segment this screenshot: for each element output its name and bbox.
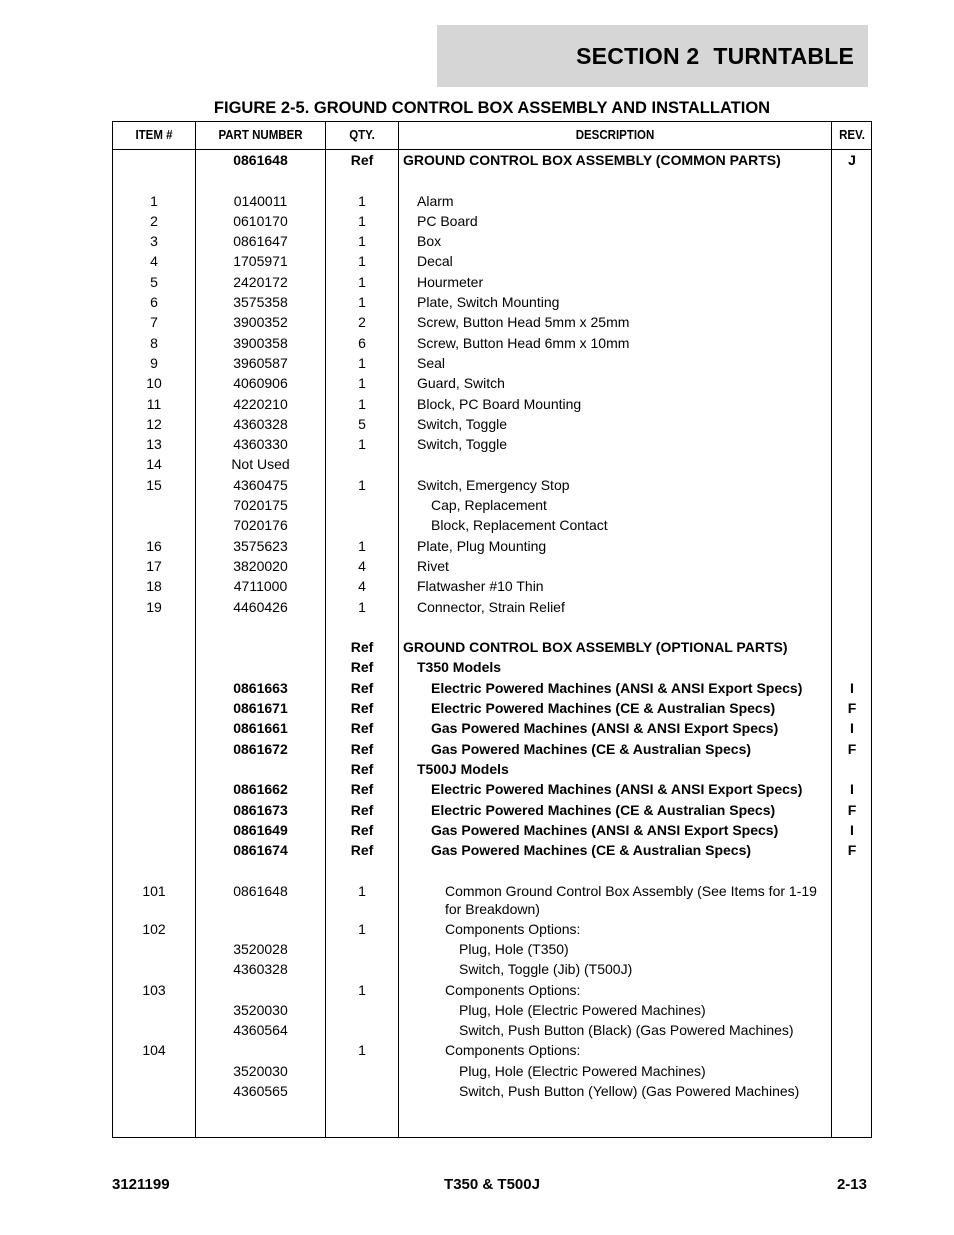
- part-number-cell: 0861673: [233, 801, 288, 818]
- description-cell: Components Options:: [445, 920, 581, 937]
- figure-title: FIGURE 2-5. GROUND CONTROL BOX ASSEMBLY AND INSTALLATION: [213, 99, 771, 117]
- description-cell: Seal: [417, 354, 446, 371]
- part-number-cell: 3520030: [233, 1001, 288, 1018]
- table-row: [113, 211, 871, 231]
- rev-cell: F: [847, 740, 857, 757]
- table-row: [113, 1020, 871, 1040]
- part-number-cell: 3900352: [233, 314, 288, 331]
- qty-cell: Ref: [350, 720, 374, 737]
- table-row: [113, 980, 871, 1000]
- footer-page-number: 2-13: [836, 1176, 867, 1193]
- part-number-cell: 3575358: [233, 294, 288, 311]
- item-cell: 4: [150, 253, 158, 270]
- table-row: [113, 556, 871, 576]
- description-cell: Gas Powered Machines (CE & Australian Specs): [431, 740, 752, 757]
- item-cell: 2: [150, 212, 158, 229]
- table-row: [113, 959, 871, 979]
- qty-cell: 5: [358, 415, 366, 432]
- part-number-cell: 4360565: [233, 1083, 288, 1100]
- part-number-cell: 3520030: [233, 1062, 288, 1079]
- table-row: [113, 800, 871, 820]
- part-number-cell: 3900358: [233, 334, 288, 351]
- description-cell: Plug, Hole (Electric Powered Machines): [459, 1001, 706, 1018]
- footer-model: T350 & T500J: [444, 1176, 540, 1193]
- part-number-cell: 0861672: [233, 740, 288, 757]
- table-row: [113, 1000, 871, 1020]
- part-number-cell: 0861662: [233, 781, 288, 798]
- rev-cell: F: [847, 801, 857, 818]
- item-cell: 103: [142, 981, 166, 998]
- description-cell: Electric Powered Machines (CE & Australian Specs): [431, 801, 776, 818]
- part-number-cell: 0861663: [233, 679, 288, 696]
- table-row: [113, 150, 871, 170]
- part-number-cell: 3960587: [233, 354, 288, 371]
- qty-cell: Ref: [350, 700, 374, 717]
- table-row: [113, 475, 871, 495]
- table-row: [113, 394, 871, 414]
- description-cell: Gas Powered Machines (CE & Australian Specs): [431, 842, 752, 859]
- table-row: [113, 312, 871, 332]
- table-row: [113, 231, 871, 251]
- table-row: [113, 759, 871, 779]
- rev-cell: I: [850, 781, 854, 798]
- column-header-qty: QTY.: [349, 128, 375, 142]
- description-cell: Components Options:: [445, 1042, 581, 1059]
- description-cell: Rivet: [417, 557, 449, 574]
- qty-cell: 4: [358, 557, 366, 574]
- qty-cell: Ref: [350, 781, 374, 798]
- description-cell: Decal: [417, 253, 453, 270]
- description-cell: Block, Replacement Contact: [431, 517, 608, 534]
- table-row: [113, 718, 871, 738]
- table-row: [113, 1061, 871, 1081]
- part-number-cell: 3575623: [233, 537, 288, 554]
- part-number-cell: 4360328: [233, 415, 288, 432]
- description-cell: Electric Powered Machines (ANSI & ANSI Export Specs): [431, 679, 803, 696]
- table-row: [113, 170, 871, 190]
- part-number-cell: 0610170: [233, 212, 288, 229]
- item-cell: 12: [146, 415, 162, 432]
- part-number-cell: 7020176: [233, 517, 288, 534]
- column-header-item: ITEM #: [135, 128, 173, 142]
- part-number-cell: 0861661: [233, 720, 288, 737]
- rev-cell: F: [847, 700, 857, 717]
- part-number-cell: 2420172: [233, 273, 288, 290]
- table-row: [113, 779, 871, 799]
- table-row: [113, 434, 871, 454]
- column-header-part-number: PART NUMBER: [218, 128, 303, 142]
- item-cell: 13: [146, 436, 162, 453]
- part-number-cell: 0861674: [233, 842, 288, 859]
- table-row: [113, 739, 871, 759]
- qty-cell: Ref: [350, 801, 374, 818]
- description-cell: Switch, Toggle: [417, 415, 508, 432]
- item-cell: 10: [146, 375, 162, 392]
- part-number-cell: 0861671: [233, 700, 288, 717]
- parts-table: [112, 121, 872, 1138]
- table-row: [113, 617, 871, 637]
- part-number-cell: 1705971: [233, 253, 288, 270]
- qty-cell: 1: [358, 476, 366, 493]
- section-title: TURNTABLE: [713, 42, 854, 69]
- description-cell: T350 Models: [417, 659, 502, 676]
- column-header-description: DESCRIPTION: [575, 128, 655, 142]
- description-cell: Cap, Replacement: [431, 497, 547, 514]
- qty-cell: Ref: [350, 659, 374, 676]
- description-cell: Alarm: [417, 192, 454, 209]
- table-row: [113, 272, 871, 292]
- qty-cell: Ref: [350, 639, 374, 656]
- rev-cell: I: [850, 720, 854, 737]
- qty-cell: 1: [358, 212, 366, 229]
- qty-cell: 6: [358, 334, 366, 351]
- table-row: [113, 657, 871, 677]
- part-number-cell: Not Used: [231, 456, 290, 473]
- table-row: [113, 1081, 871, 1101]
- description-cell: Switch, Push Button (Black) (Gas Powered Machines): [459, 1022, 794, 1039]
- qty-cell: 1: [358, 436, 366, 453]
- item-cell: 1: [150, 192, 158, 209]
- table-row: [113, 353, 871, 373]
- description-cell: Switch, Push Button (Yellow) (Gas Powered Machines): [459, 1083, 800, 1100]
- table-row: [113, 881, 871, 919]
- qty-cell: 1: [358, 395, 366, 412]
- item-cell: 17: [146, 557, 162, 574]
- table-row: [113, 678, 871, 698]
- part-number-cell: 4360330: [233, 436, 288, 453]
- description-cell: Plug, Hole (T350): [459, 940, 569, 957]
- rev-cell: I: [850, 679, 854, 696]
- qty-cell: 1: [358, 294, 366, 311]
- rev-cell: I: [850, 821, 854, 838]
- qty-cell: Ref: [350, 679, 374, 696]
- table-row: [113, 292, 871, 312]
- rev-cell: F: [847, 842, 857, 859]
- table-row: [113, 698, 871, 718]
- table-row: [113, 820, 871, 840]
- qty-cell: 1: [358, 537, 366, 554]
- table-row: [113, 840, 871, 860]
- description-cell: Electric Powered Machines (ANSI & ANSI Export Specs): [431, 781, 803, 798]
- description-cell: Gas Powered Machines (ANSI & ANSI Export Specs): [431, 821, 779, 838]
- table-row: [113, 536, 871, 556]
- item-cell: 19: [146, 598, 162, 615]
- item-cell: 101: [142, 882, 166, 899]
- item-cell: 9: [150, 354, 158, 371]
- description-cell: Flatwasher #10 Thin: [417, 578, 544, 595]
- table-row: [113, 191, 871, 211]
- table-row: [113, 454, 871, 474]
- description-cell: Plug, Hole (Electric Powered Machines): [459, 1062, 706, 1079]
- description-cell: Plate, Plug Mounting: [417, 537, 547, 554]
- column-header-rev: REV.: [839, 128, 865, 142]
- description-cell: PC Board: [417, 212, 478, 229]
- qty-cell: Ref: [350, 821, 374, 838]
- item-cell: 16: [146, 537, 162, 554]
- description-cell: T500J Models: [417, 760, 509, 777]
- qty-cell: 2: [358, 314, 366, 331]
- table-row: [113, 919, 871, 939]
- qty-cell: 1: [358, 233, 366, 250]
- part-number-cell: 0140011: [233, 192, 288, 209]
- item-cell: 104: [142, 1042, 166, 1059]
- table-row: [113, 515, 871, 535]
- qty-cell: 1: [358, 253, 366, 270]
- part-number-cell: 4360564: [233, 1022, 288, 1039]
- table-row: [113, 576, 871, 596]
- part-number-cell: 4360475: [233, 476, 288, 493]
- table-row: [113, 414, 871, 434]
- part-number-cell: 0861649: [233, 821, 288, 838]
- item-cell: 8: [150, 334, 158, 351]
- table-body: [113, 150, 871, 1101]
- item-cell: 11: [146, 395, 162, 412]
- part-number-cell: 3820020: [233, 557, 288, 574]
- footer-doc-number: 3121199: [112, 1176, 170, 1193]
- description-cell: Box: [417, 233, 442, 250]
- section-label: SECTION 2: [576, 42, 700, 69]
- part-number-cell: 3520028: [233, 940, 288, 957]
- part-number-cell: 7020175: [233, 497, 288, 514]
- table-row: [113, 373, 871, 393]
- item-cell: 14: [146, 456, 162, 473]
- part-number-cell: 0861647: [233, 233, 288, 250]
- item-cell: 5: [150, 273, 158, 290]
- qty-cell: Ref: [350, 152, 374, 168]
- part-number-cell: 4460426: [233, 598, 288, 615]
- qty-cell: 1: [358, 273, 366, 290]
- item-cell: 6: [150, 294, 158, 311]
- description-cell: Switch, Emergency Stop: [417, 476, 570, 493]
- qty-cell: 1: [358, 354, 366, 371]
- description-cell: Block, PC Board Mounting: [417, 395, 582, 412]
- description-cell: Switch, Toggle: [417, 436, 508, 453]
- part-number-cell: 4060906: [233, 375, 288, 392]
- table-row: [113, 637, 871, 657]
- description-cell: Gas Powered Machines (ANSI & ANSI Export Specs): [431, 720, 779, 737]
- description-cell: Plate, Switch Mounting: [417, 294, 560, 311]
- part-number-cell: 4220210: [233, 395, 288, 412]
- item-cell: 18: [146, 578, 162, 595]
- table-row: [113, 333, 871, 353]
- qty-cell: 1: [358, 882, 366, 899]
- description-cell: Guard, Switch: [417, 375, 505, 392]
- description-cell: Screw, Button Head 5mm x 25mm: [417, 314, 630, 331]
- description-cell: GROUND CONTROL BOX ASSEMBLY (COMMON PARTS): [403, 152, 781, 168]
- part-number-cell: 0861648: [233, 882, 288, 899]
- table-row: [113, 251, 871, 271]
- qty-cell: 1: [358, 981, 366, 998]
- qty-cell: 1: [358, 1042, 366, 1059]
- qty-cell: Ref: [350, 842, 374, 859]
- qty-cell: Ref: [350, 740, 374, 757]
- item-cell: 102: [142, 920, 166, 937]
- qty-cell: Ref: [350, 760, 374, 777]
- item-cell: 7: [150, 314, 158, 331]
- qty-cell: 1: [358, 920, 366, 937]
- description-cell: Screw, Button Head 6mm x 10mm: [417, 334, 630, 351]
- part-number-cell: 0861648: [233, 152, 288, 168]
- description-cell: GROUND CONTROL BOX ASSEMBLY (OPTIONAL PARTS): [403, 639, 788, 656]
- description-cell: Components Options:: [445, 981, 581, 998]
- table-row: [113, 495, 871, 515]
- description-cell: Switch, Toggle (Jib) (T500J): [459, 961, 633, 978]
- qty-cell: 1: [358, 598, 366, 615]
- table-row: [113, 860, 871, 880]
- description-cell: Common Ground Control Box Assembly (See Items for 1-19 for Breakdown): [445, 882, 817, 917]
- qty-cell: 1: [358, 192, 366, 209]
- description-cell: Connector, Strain Relief: [417, 598, 565, 615]
- description-cell: Hourmeter: [417, 273, 484, 290]
- qty-cell: 1: [358, 375, 366, 392]
- table-row: [113, 1040, 871, 1060]
- rev-cell: J: [848, 152, 856, 168]
- item-cell: 3: [150, 233, 158, 250]
- table-row: [113, 939, 871, 959]
- part-number-cell: 4360328: [233, 961, 288, 978]
- item-cell: 15: [146, 476, 162, 493]
- part-number-cell: 4711000: [233, 578, 288, 595]
- section-header: [437, 25, 868, 87]
- qty-cell: 4: [358, 578, 366, 595]
- description-cell: Electric Powered Machines (CE & Australian Specs): [431, 700, 776, 717]
- table-row: [113, 597, 871, 617]
